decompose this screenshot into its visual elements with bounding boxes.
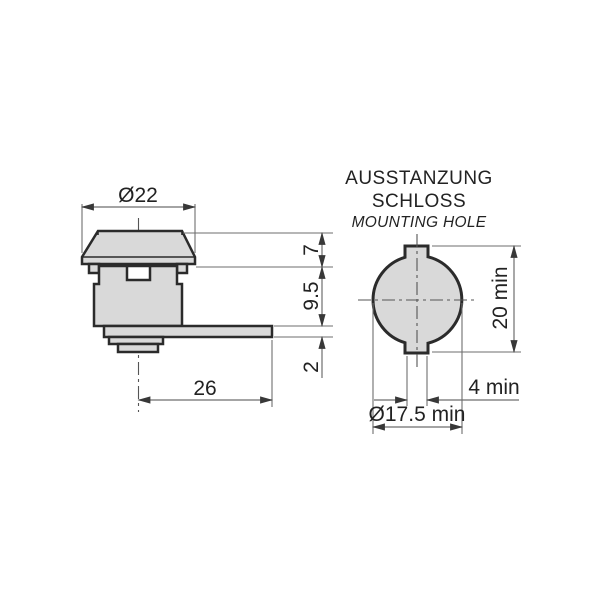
- dim-text-body-height: 9.5: [300, 281, 323, 311]
- lock-lip-left: [89, 264, 99, 273]
- right-view-mounting-hole: [345, 168, 521, 434]
- dim-text-hole-diameter: Ø17.5 min: [368, 403, 466, 426]
- dim-text-head-diameter: Ø22: [118, 184, 158, 207]
- cam-lever: [104, 326, 272, 337]
- dim-text-head-height: 7: [300, 244, 323, 256]
- lock-lip-right: [177, 264, 187, 273]
- dim-text-notch-width: 4 min: [468, 376, 520, 399]
- subtitle-mounting-hole: MOUNTING HOLE: [351, 214, 487, 231]
- title-line1: AUSSTANZUNG: [345, 168, 493, 189]
- fixing-nut: [118, 344, 158, 352]
- lock-head: [82, 231, 195, 264]
- dim-text-cam-length: 26: [193, 377, 217, 400]
- title-line2: SCHLOSS: [371, 191, 467, 212]
- lock-body-notch: [127, 266, 150, 280]
- dim-text-cam-thickness: 2: [300, 361, 323, 373]
- left-view-lock-side: [82, 218, 272, 412]
- dim-text-hole-height: 20 min: [489, 266, 512, 330]
